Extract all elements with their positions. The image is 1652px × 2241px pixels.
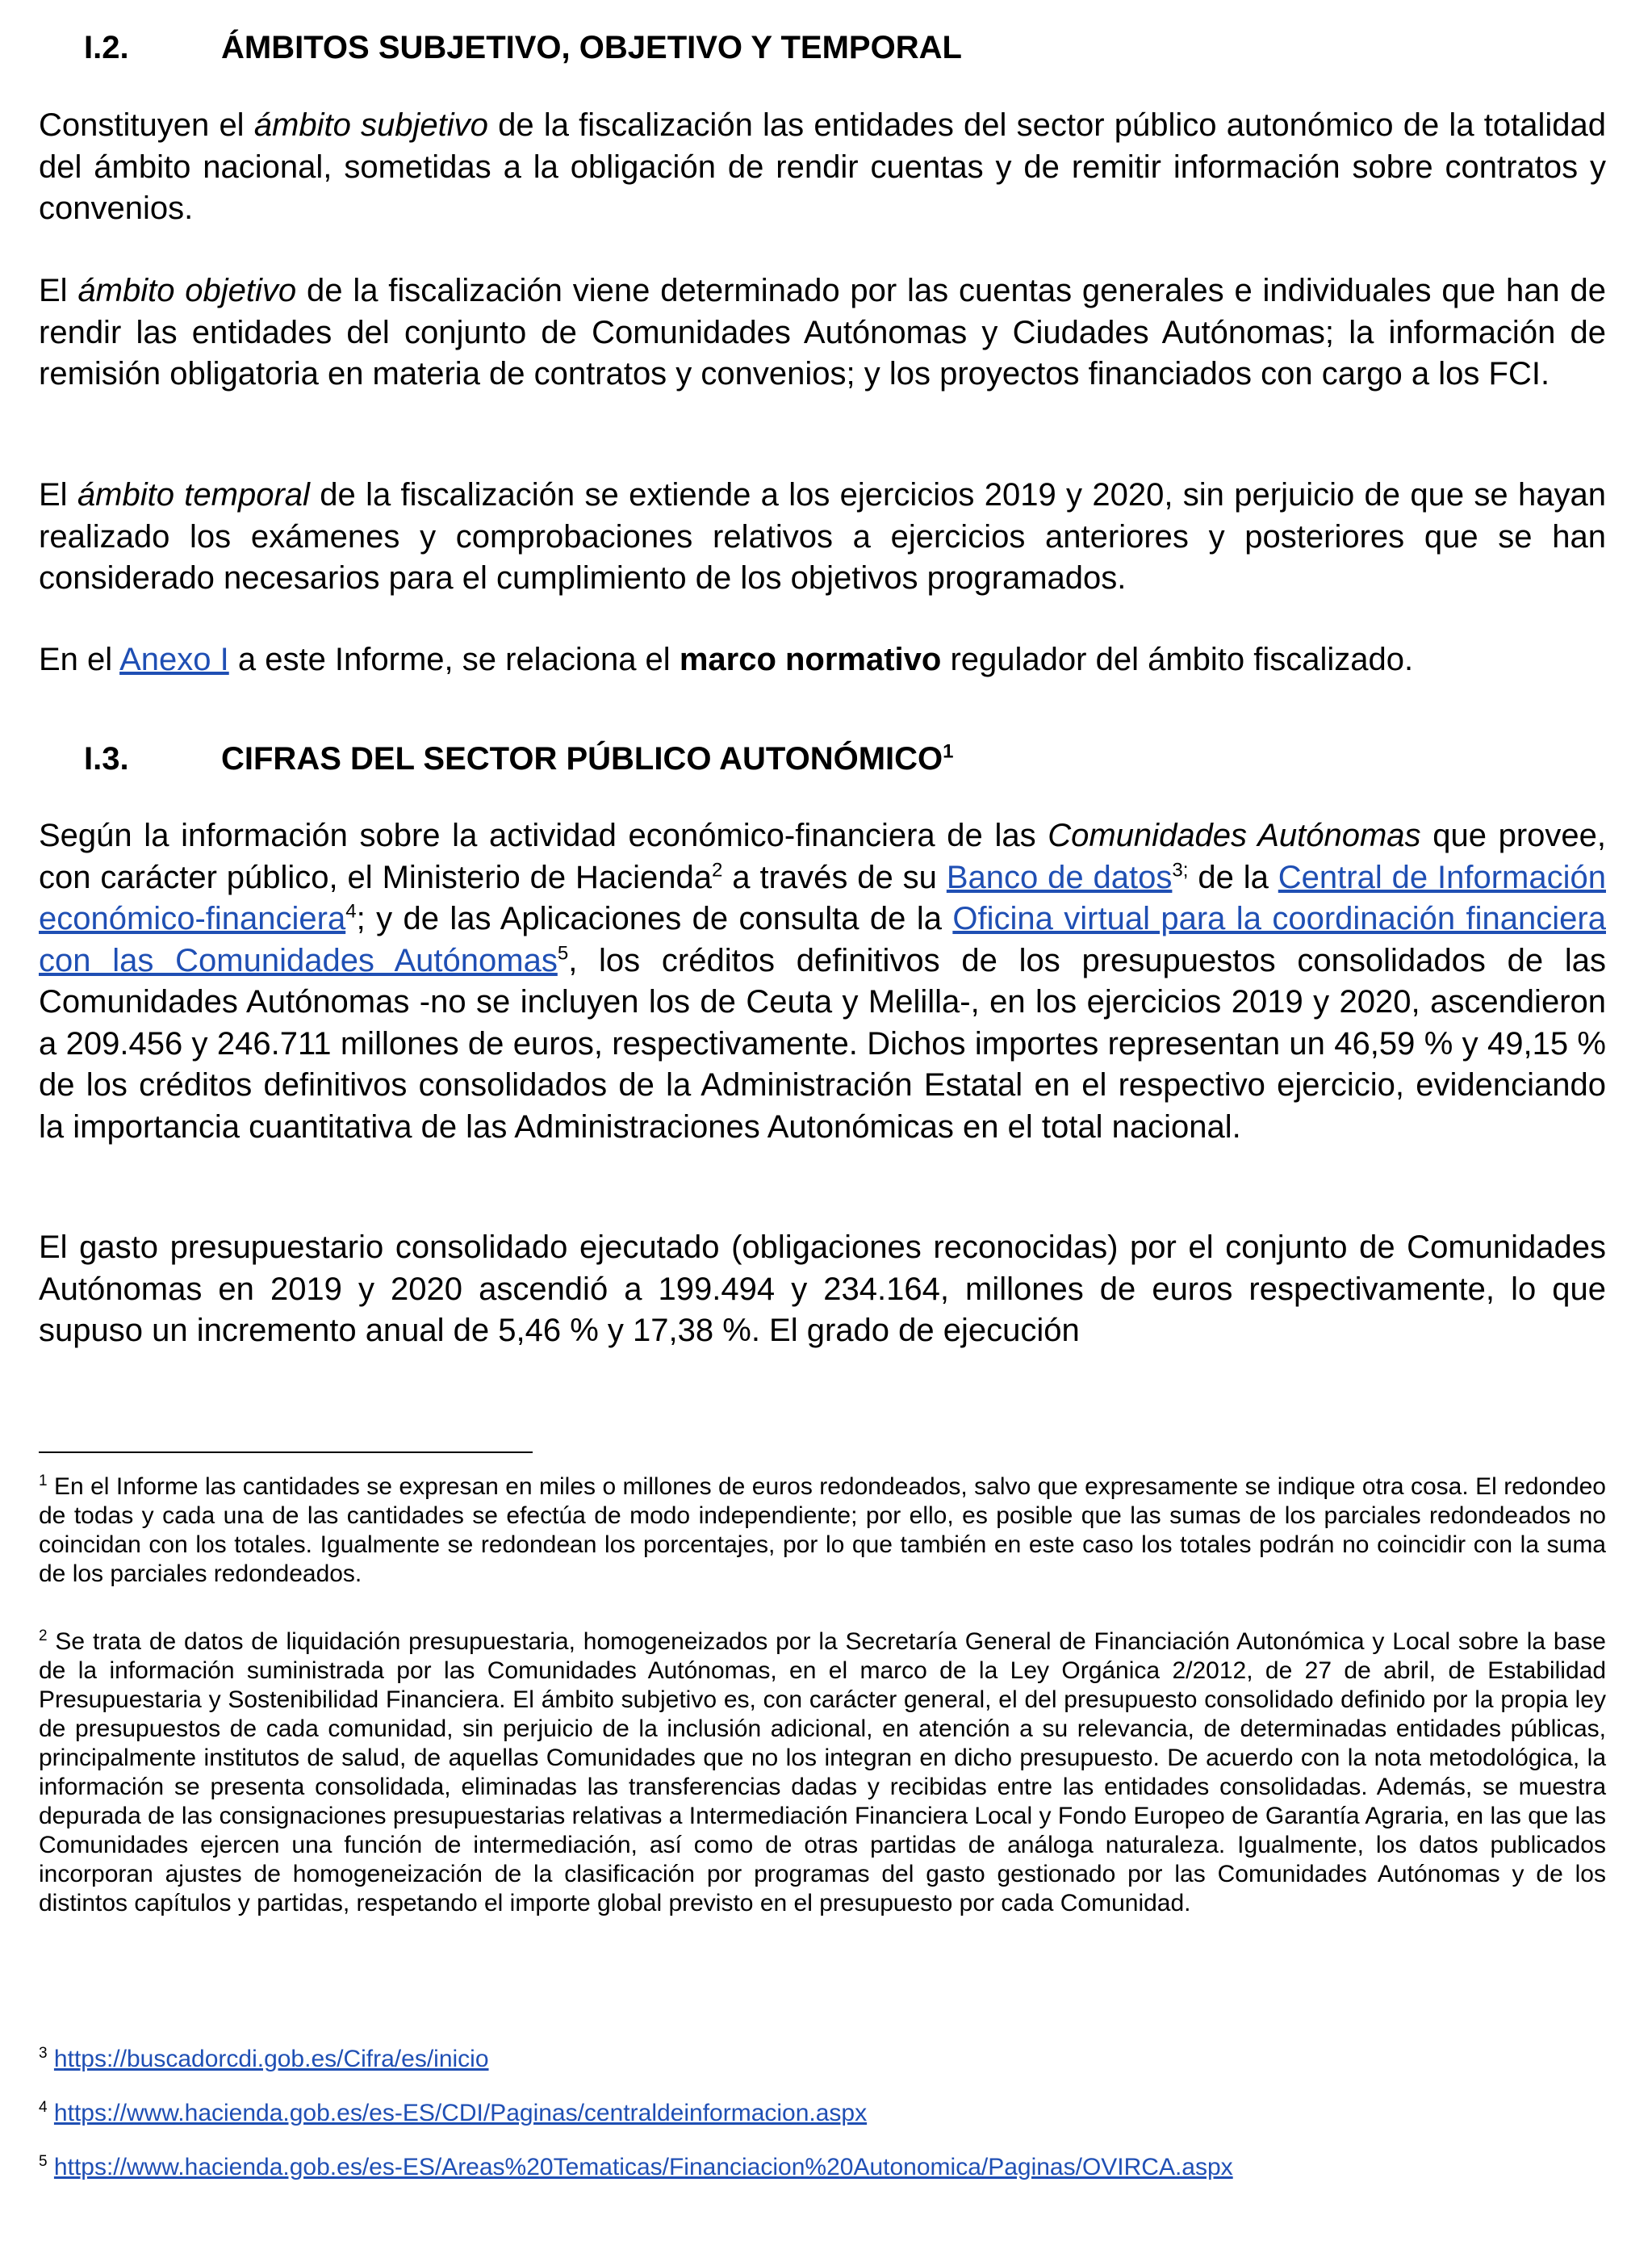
footnote-ref[interactable]: 3;	[1172, 859, 1189, 882]
footnote-number: 2	[39, 1627, 48, 1644]
oficina-virtual-link[interactable]: Oficina virtual para la coordinación financiera con las Comunidades Autónomas	[39, 901, 1606, 978]
emphasis: ámbito subjetivo	[253, 107, 488, 143]
footnote-3	[39, 2045, 489, 2074]
paragraph-cifras: Según la información sobre la actividad económico-financiera de las Comunidades Autónomas que provee, con carácter público, el Ministerio de Hacienda$^2$ a través de su Banco de datos$^{3;}$ de la Central de Información económico-financiera$^4$; y de las Aplicaciones de consulta de la Oficina virtual para la coordinación financiera con las Comunidades Autónomas$^5$, los créditos definitivos de los presupuestos consolidados de las Comunidades Autónomas -no se incluyen los de Ceuta y Melilla-, en los ejercicios 2019 y 2020, ascendieron a 209.456 y 246.711 millones de euros, respectivamente. Dichos importes representan un 46,59 % y 49,15 % de los créditos definitivos consolidados de la Administración Estatal en el respectivo ejercicio, evidenciando la importancia cuantitativa de las Administraciones Autonómicas en el total nacional.	[39, 818, 1607, 1145]
emphasis: Comunidades Autónomas	[1048, 818, 1421, 853]
paragraph-ambito-objetivo: El ámbito objetivo de la fiscalización viene determinado por las cuentas generales e individuales que han de rendir las entidades del conjunto de Comunidades Autónomas y Ciudades Autónomas; la información de remisión obligatoria en materia de contratos y convenios; y los proyectos financiados con cargo a los FCI.	[39, 273, 1607, 392]
banco-de-datos-link[interactable]: Banco de datos	[946, 859, 1173, 895]
footnote-4-link[interactable]: https://www.hacienda.gob.es/es-ES/CDI/Paginas/centraldeinformacion.aspx	[53, 2100, 868, 2126]
section-number: I.2.	[84, 30, 129, 65]
footnote-number: 4	[39, 2099, 48, 2116]
section-title: CIFRAS DEL SECTOR PÚBLICO AUTONÓMICO	[221, 741, 943, 777]
section-number: I.3.	[84, 741, 129, 777]
footnote-ref[interactable]: 2	[712, 859, 723, 882]
section-heading-i3	[84, 739, 953, 778]
section-title: ÁMBITOS SUBJETIVO, OBJETIVO Y TEMPORAL	[221, 30, 962, 65]
anexo-link[interactable]: Anexo I	[119, 642, 229, 677]
footnote-separator	[39, 1451, 533, 1453]
section-heading-i2	[84, 28, 962, 67]
footnote-ref[interactable]: 5	[557, 942, 569, 965]
footnote-5	[39, 2153, 1233, 2182]
paragraph-ambito-subjetivo: Constituyen el ámbito subjetivo de la fiscalización las entidades del sector público autonómico de la totalidad del ámbito nacional, sometidas a la obligación de rendir cuentas y de remitir información sobre contratos y convenios.	[39, 107, 1606, 226]
footnote-ref[interactable]: 4	[345, 900, 357, 923]
footnote-4	[39, 2099, 867, 2128]
paragraph-ambito-temporal: El ámbito temporal de la fiscalización se extiende a los ejercicios 2019 y 2020, sin perjuicio de que se hayan realizado los exámenes y comprobaciones relativos a ejercicios anteriores y posteriores que se han considerado necesarios para el cumplimiento de los objetivos programados.	[39, 477, 1606, 596]
footnote-number: 3	[39, 2045, 48, 2062]
footnote-3-link[interactable]: https://buscadorcdi.gob.es/Cifra/es/inicio	[53, 2046, 489, 2072]
emphasis: ámbito objetivo	[77, 273, 297, 308]
footnote-number: 1	[39, 1472, 48, 1489]
emphasis: ámbito temporal	[77, 477, 310, 513]
footnote-ref[interactable]: 1	[943, 740, 954, 763]
footnote-5-link[interactable]: https://www.hacienda.gob.es/es-ES/Areas%20Tematicas/Financiacion%20Autonomica/Paginas/OVIRCA.aspx	[53, 2154, 1233, 2180]
footnote-1: $^1$ En el Informe las cantidades se expresan en miles o millones de euros redondeados, salvo que expresamente se indique otra cosa. El redondeo de todas y cada una de las cantidades se efectúa de modo independiente; por ello, es posible que las sumas de los parciales redondeados no coincidan con los totales. Igualmente se redondean los porcentajes, por lo que también en este caso los totales podrán no coincidir con la suma de los parciales redondeados.	[39, 1472, 1606, 1587]
footnote-number: 5	[39, 2153, 48, 2170]
paragraph-anexo: En el Anexo I a este Informe, se relaciona el marco normativo regulador del ámbito fiscalizado.	[39, 642, 1414, 677]
central-informacion-link[interactable]: Central de Información económico-financiera	[39, 859, 1606, 936]
bold-text: marco normativo	[679, 642, 942, 677]
footnote-2: $^2$ Se trata de datos de liquidación presupuestaria, homogeneizados por la Secretaría General de Financiación Autonómica y Local sobre la base de la información suministrada por las Comunidades Autónomas, en el marco de la Ley Orgánica 2/2012, de 27 de abril, de Estabilidad Presupuestaria y Sostenibilidad Financiera. El ámbito subjetivo es, con carácter general, el del presupuesto consolidado definido por la propia ley de presupuestos de cada comunidad, sin perjuicio de la inclusión adicional, en atención a su relevancia, de determinadas entidades públicas, principalmente institutos de salud, de aquellas Comunidades que no los integran en dicho presupuesto. De acuerdo con la nota metodológica, la información se presenta consolidada, eliminadas las transferencias dadas y recibidas entre las entidades consolidadas. Además, se muestra depurada de las consignaciones presupuestarias relativas a Intermediación Financiera Local y Fondo Europeo de Garantía Agraria, en las que las Comunidades ejercen una función de intermediación, así como de otras partidas de análoga naturaleza. Igualmente, los datos publicados incorporan ajustes de homogeneización de la clasificación por programas del gasto gestionado por las Comunidades Autónomas y de los distintos capítulos y partidas, respetando el importe global previsto en el presupuesto por cada Comunidad.	[39, 1627, 1606, 1916]
paragraph-gasto: El gasto presupuestario consolidado ejecutado (obligaciones reconocidas) por el conjunto de Comunidades Autónomas en 2019 y 2020 ascendió a 199.494 y 234.164, millones de euros respectivamente, lo que supuso un incremento anual de 5,46 % y 17,38 %. El grado de ejecución	[39, 1229, 1606, 1348]
